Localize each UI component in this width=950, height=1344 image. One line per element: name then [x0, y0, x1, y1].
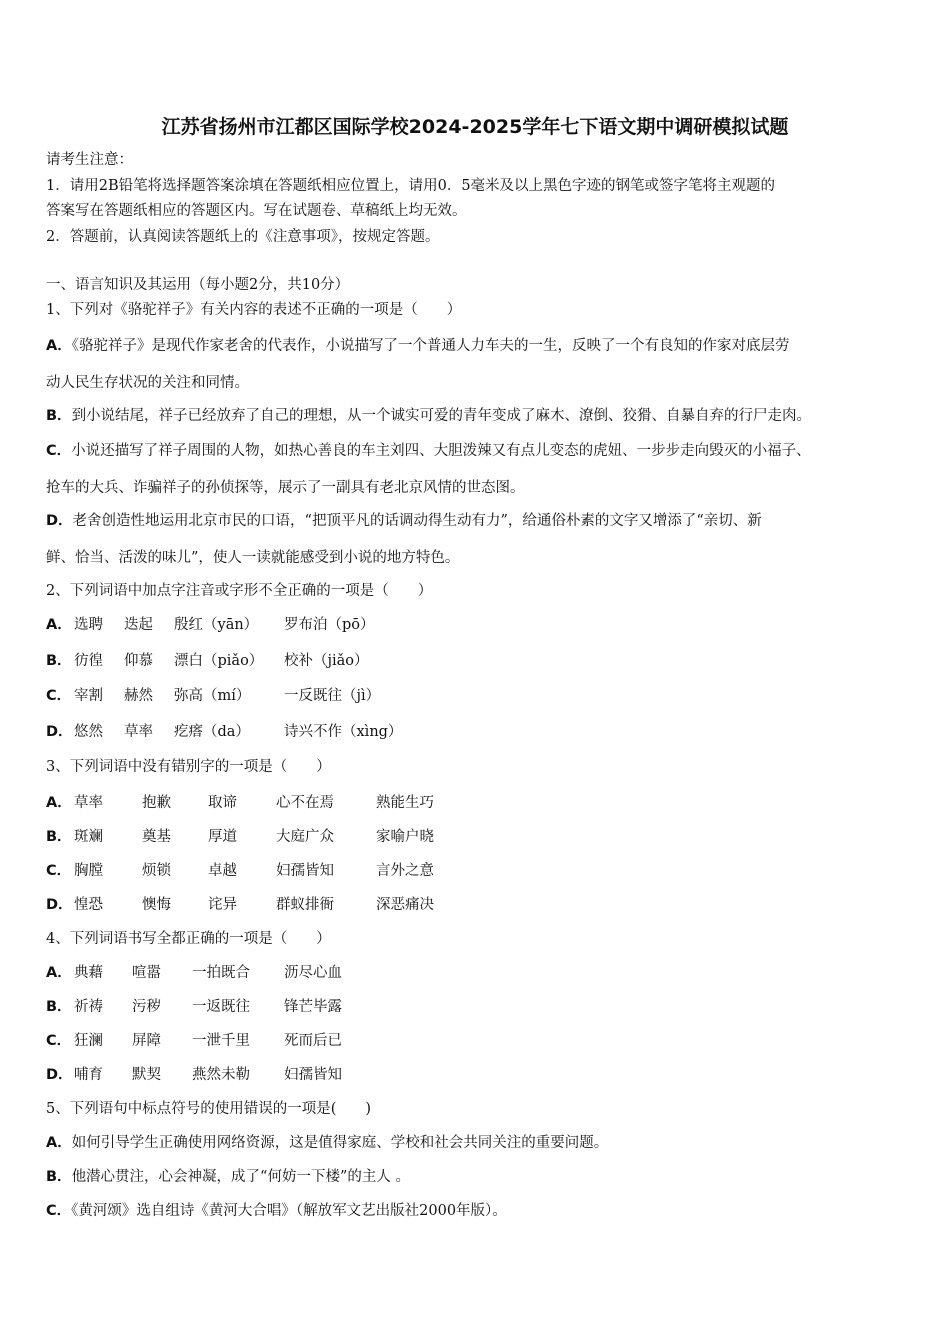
notice-item-2: 2．答题前，认真阅读答题纸上的《注意事项》，按规定答题。 — [46, 229, 440, 245]
q3-option-c — [46, 861, 434, 881]
option-word: 彷徨 — [74, 653, 103, 669]
option-word: 一拍既合 — [192, 965, 250, 981]
q3-option-b — [46, 827, 434, 847]
option-label: B． — [46, 653, 72, 669]
option-word: 卓越 — [208, 863, 237, 879]
option-label: C． — [46, 443, 72, 459]
option-label: C． — [46, 863, 72, 879]
option-word: 奠基 — [142, 829, 171, 845]
option-word: 弥高（mí） — [174, 688, 251, 704]
option-word: 群蚁排衙 — [276, 897, 334, 913]
option-label: D． — [46, 1067, 73, 1083]
option-word: 深恶痛决 — [376, 897, 434, 913]
option-label: D． — [46, 724, 73, 740]
q1-option-c-cont: 抢车的大兵、诈骗祥子的孙侦探等，展示了一副具有老北京风情的世态图。 — [46, 480, 525, 496]
option-text: 老舍创造性地运用北京市民的口语，“把顶平凡的话调动得生动有力”，给通俗朴素的文字又增添了“亲切、新 — [72, 513, 762, 529]
option-word: 罗布泊（pō） — [284, 617, 375, 633]
q4-option-d — [46, 1065, 342, 1085]
option-label: B． — [46, 999, 72, 1015]
option-word: 一反既往（jì） — [284, 688, 381, 704]
option-word: 喧嚣 — [132, 965, 161, 981]
q5-option-b — [46, 1167, 410, 1187]
option-word: 祈祷 — [74, 999, 103, 1015]
option-word: 言外之意 — [376, 863, 434, 879]
q1-option-a-cont: 动人民生存状况的关注和同情。 — [46, 375, 249, 391]
option-word: 大庭广众 — [276, 829, 334, 845]
option-label: A． — [46, 965, 72, 981]
option-label: D． — [46, 513, 73, 529]
q5-option-c — [46, 1201, 507, 1221]
q4-option-b — [46, 997, 342, 1017]
option-word: 锋芒毕露 — [284, 999, 342, 1015]
option-label: C． — [46, 1203, 72, 1219]
option-word: 沥尽心血 — [284, 965, 342, 981]
option-text: 《黄河颂》选自组诗《黄河大合唱》（解放军文艺出版社2000年版）。 — [71, 1203, 507, 1219]
option-word: 一返既往 — [192, 999, 250, 1015]
option-word: 哺育 — [74, 1067, 103, 1083]
option-word: 屏障 — [132, 1033, 161, 1049]
q2-option-a — [46, 615, 375, 635]
q1-option-d — [46, 511, 762, 531]
q2-option-d — [46, 722, 403, 742]
option-word: 诧异 — [208, 897, 237, 913]
q4-option-c — [46, 1031, 342, 1051]
option-label: A． — [46, 1135, 72, 1151]
q3-option-a — [46, 793, 434, 813]
option-word: 污秽 — [132, 999, 161, 1015]
q2-option-b — [46, 651, 369, 671]
option-text: 小说还描写了祥子周围的人物，如热心善良的车主刘四、大胆泼辣又有点儿变态的虎妞、一步步走向毁灭的小福子、 — [71, 443, 811, 459]
option-word: 家喻户晓 — [376, 829, 434, 845]
option-word: 诗兴不作（xìng） — [284, 724, 403, 740]
option-word: 默契 — [132, 1067, 161, 1083]
q5-option-a — [46, 1133, 608, 1153]
option-word: 抱歉 — [142, 795, 171, 811]
option-word: 妇孺皆知 — [276, 863, 334, 879]
notice-item-1-line-1: 1．请用2B铅笔将选择题答案涂填在答题纸相应位置上，请用0．5毫米及以上黑色字迹的钢笔或签字笔将主观题的 — [46, 178, 776, 194]
notice-heading: 请考生注意： — [46, 152, 133, 168]
q1-option-c — [46, 441, 811, 461]
option-word: 殷红（yān） — [174, 617, 259, 633]
option-word: 宰割 — [74, 688, 103, 704]
option-word: 选聘 — [74, 617, 103, 633]
q4-stem: 4、下列词语书写全都正确的一项是（ ） — [46, 931, 331, 947]
option-label: B． — [46, 829, 72, 845]
option-word: 懊悔 — [142, 897, 171, 913]
option-label: C． — [46, 688, 72, 704]
q1-option-a — [46, 336, 789, 356]
notice-item-1-line-2: 答案写在答题纸相应的答题区内。写在试题卷、草稿纸上均无效。 — [46, 203, 467, 219]
option-word: 烦锁 — [142, 863, 171, 879]
option-word: 悠然 — [74, 724, 103, 740]
option-word: 厚道 — [208, 829, 237, 845]
option-label: D． — [46, 897, 73, 913]
option-word: 仰慕 — [124, 653, 153, 669]
option-word: 漂白（piǎo） — [174, 653, 264, 669]
option-word: 取谛 — [208, 795, 237, 811]
option-label: A． — [46, 617, 72, 633]
option-word: 斑斓 — [74, 829, 103, 845]
option-word: 疙瘩（da） — [174, 724, 250, 740]
q2-option-c — [46, 686, 381, 706]
q4-option-a — [46, 963, 342, 983]
q5-stem: 5、下列语句中标点符号的使用错误的一项是( ) — [46, 1101, 372, 1117]
option-text: 他潜心贯注，心会神凝，成了“何妨一下楼”的主人 。 — [71, 1169, 410, 1185]
option-word: 迭起 — [124, 617, 153, 633]
option-word: 死而后已 — [284, 1033, 342, 1049]
option-word: 燕然未勒 — [192, 1067, 250, 1083]
option-text: 如何引导学生正确使用网络资源，这是值得家庭、学校和社会共同关注的重要问题。 — [71, 1135, 609, 1151]
q3-stem: 3、下列词语中没有错别字的一项是（ ） — [46, 759, 331, 775]
q2-stem: 2、下列词语中加点字注音或字形不全正确的一项是（ ） — [46, 583, 433, 599]
option-label: A． — [46, 795, 72, 811]
option-word: 心不在焉 — [276, 795, 334, 811]
option-word: 狂澜 — [74, 1033, 103, 1049]
option-word: 赫然 — [124, 688, 153, 704]
option-word: 妇孺皆知 — [284, 1067, 342, 1083]
q1-option-b — [46, 406, 811, 426]
option-word: 典藉 — [74, 965, 103, 981]
option-word: 草率 — [74, 795, 103, 811]
option-label: B． — [46, 408, 72, 424]
q1-stem: 1、下列对《骆驼祥子》有关内容的表述不正确的一项是（ ） — [46, 302, 462, 318]
option-word: 草率 — [124, 724, 153, 740]
option-word: 胸膛 — [74, 863, 103, 879]
option-word: 惶恐 — [74, 897, 103, 913]
option-word: 熟能生巧 — [376, 795, 434, 811]
option-text: 到小说结尾，祥子已经放弃了自己的理想，从一个诚实可爱的青年变成了麻木、潦倒、狡猾、自暴自弃的行尸走肉。 — [71, 408, 812, 424]
option-label: C． — [46, 1033, 72, 1049]
option-text: 《骆驼祥子》是现代作家老舍的代表作，小说描写了一个普通人力车夫的一生，反映了一个有良知的作家对底层劳 — [71, 338, 790, 354]
section-heading: 一、语言知识及其运用（每小题2分，共10分） — [46, 277, 350, 293]
q3-option-d — [46, 895, 434, 915]
option-word: 一泄千里 — [192, 1033, 250, 1049]
option-word: 校补（jiǎo） — [284, 653, 369, 669]
option-label: A． — [46, 338, 72, 354]
option-label: B． — [46, 1169, 72, 1185]
page-title: 江苏省扬州市江都区国际学校2024-2025学年七下语文期中调研模拟试题 — [161, 116, 789, 138]
q1-option-d-cont: 鲜、恰当、活泼的味儿”，使人一读就能感受到小说的地方特色。 — [46, 550, 460, 566]
